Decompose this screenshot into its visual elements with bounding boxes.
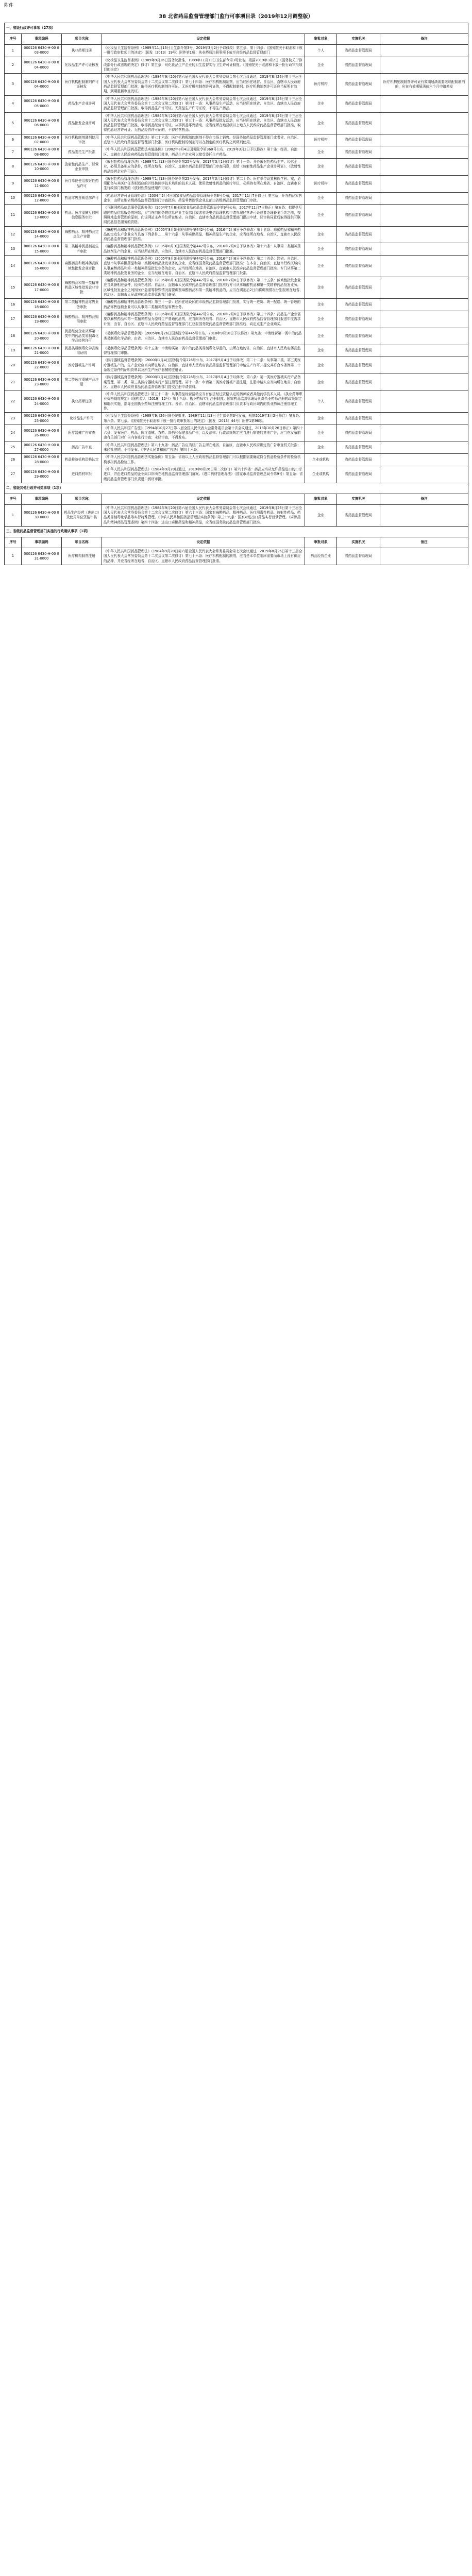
cell-object: 个人	[305, 391, 337, 413]
section-header	[5, 527, 468, 537]
cell-basis: 《麻醉药品和精神药品管理条例》（2005年8月3日国务院令第442号公布，2016年2月6日予以修改）第十五条：麻醉药品和精神药品的定点生产企业应当具备下列条件……第十六条：从事麻醉药品、精神药品生产的企业，应当经所在地省、自治区、直辖市人民政府药品监督管理部门批准。	[102, 226, 305, 243]
cell-note	[380, 413, 468, 425]
cell-note	[380, 425, 468, 442]
table-row	[5, 74, 468, 95]
cell-note	[380, 175, 468, 192]
cell-name: 药品委托生产批准	[62, 146, 102, 159]
column-header: 审批对象	[305, 494, 337, 504]
cell-org: 省药品监督管理局	[337, 357, 380, 374]
cell-note	[380, 391, 468, 413]
cell-name: 药品批发企业许可	[62, 112, 102, 134]
cell-note	[380, 45, 468, 57]
cell-name: 药品经营企业从事第一类中的药品类易制毒化学品经营许可	[62, 328, 102, 345]
cell-name: 执业药师注册	[62, 391, 102, 413]
cell-note	[380, 205, 468, 226]
table-row	[5, 466, 468, 483]
cell-code: 000126 6430-H-00 006-0000	[22, 112, 62, 134]
cell-no: 16	[5, 299, 22, 311]
cell-code: 000126 6430-H-00 029-0000	[22, 466, 62, 483]
document-title: 38 北省药品监督管理部门监行可事项目录（2019年12月调整版）	[159, 14, 313, 20]
table-row	[5, 158, 468, 175]
table-row	[5, 374, 468, 391]
column-header: 审批对象	[305, 34, 337, 45]
cell-basis: 《麻醉药品和精神药品管理条例》第三十一条：经所在地设区的市级药品监督管理部门批准，实行统一进货、统一配送、统一管理的药品零售连锁企业可以从事第二类精神药品零售业务。	[102, 299, 305, 311]
cell-no: 7	[5, 146, 22, 159]
cell-no: 23	[5, 413, 22, 425]
cell-object: 企业	[305, 328, 337, 345]
cell-name: 医疗机构配制制剂许可证核发	[62, 74, 102, 95]
cell-no: 1	[5, 548, 22, 565]
column-header: 备注	[380, 494, 468, 504]
cell-basis: 《中华人民共和国药品管理法》（1984年9月20日第六届全国人民代表大会常务委员会第七次会议通过，2019年8月26日第十三届全国人民代表大会常务委员会第十二次会议第二次修订）第六十三条：国家对麻醉药品、精神药品、医疗用毒性药品、放射性药品、药品类易制毒化学品等实行特殊管理。《中华人民共和国药品管理法实施条例》第三十九条：国家对进出口药品实行目录管理。《麻醉药品和精神药品管理条例》第四十四条：进出口麻醉药品和精神药品，应当经国务院药品监督管理部门批准。	[102, 504, 305, 526]
table-row	[5, 45, 468, 57]
cell-name: 第二类精神药品零售业务审批	[62, 299, 102, 311]
cell-code: 000126 6430-H-00 018-0000	[22, 299, 62, 311]
cell-code: 000126 6430-H-00 030-0000	[22, 504, 62, 526]
cell-no: 22	[5, 391, 22, 413]
cell-org: 省药品监督管理局	[337, 454, 380, 466]
table-row	[5, 277, 468, 299]
table-row	[5, 391, 468, 413]
cell-org: 省药品监督管理局	[337, 374, 380, 391]
cell-note	[380, 277, 468, 299]
cell-no: 24	[5, 425, 22, 442]
column-header: 设定依据	[102, 537, 305, 548]
cell-object: 企业	[305, 345, 337, 357]
cell-note	[380, 226, 468, 243]
cell-code: 000126 6430-H-00 021-0000	[22, 345, 62, 357]
section-label: 三、省级药品监督管理部门实施的行政确认事项（1项）	[5, 527, 468, 537]
cell-org: 省药品监督管理局	[337, 146, 380, 159]
column-header-row	[5, 494, 468, 504]
cell-object: 企业	[305, 255, 337, 277]
column-header: 事项编码	[22, 494, 62, 504]
column-header-row	[5, 537, 468, 548]
cell-basis: 《化妆品卫生监督条例》（1989年9月26日国务院批准、1989年11月13日卫生部令第3号发布，根据2019年3月2日修订）第五条、第六条、第七条。《国务院关于取消和下放一批行政审批项目的决定》（国发〔2013〕44号）附件1第96项。	[102, 413, 305, 425]
cell-org: 省药品监督管理局	[337, 226, 380, 243]
cell-name: 药品零售连锁总部许可	[62, 192, 102, 205]
cell-name: 药品、医疗器械互联网信息服务审批	[62, 205, 102, 226]
cell-name: 医疗单位使用放射性药品许可	[62, 175, 102, 192]
cell-no: 17	[5, 311, 22, 328]
cell-code: 000126 6430-H-00 004-0000	[22, 57, 62, 74]
cell-basis: 《化妆品卫生监督条例》（1989年11月13日卫生部令第3号，2019年3月2日予以修改）第五条、第十四条；《国务院关于取消和下放一批行政审批项目的决定》（国发〔2013〕19号）附件第1项：执业药师注册事项下放至省级药品监督管理部门	[102, 45, 305, 57]
cell-code: 000126 6430-H-00 008-0000	[22, 146, 62, 159]
cell-code: 000126 6430-H-00 014-0000	[22, 226, 62, 243]
cell-note	[380, 374, 468, 391]
cell-code: 000126 6430-H-00 020-0000	[22, 328, 62, 345]
cell-name: 麻醉药品、精神药品定点生产审批	[62, 226, 102, 243]
cell-object: 企业	[305, 192, 337, 205]
cell-org: 省药品监督管理局	[337, 442, 380, 454]
cell-basis: 《放射性药品管理办法》（1989年1月13日国务院令第25号发布，2017年3月1日修订）第十一条：开办放射性药品生产、经营企业，必须具备相应的条件，经所在地省、自治区、直辖市药品监督管理部门审查同意，发给《放射性药品生产企业许可证》、《放射性药品经营企业许可证》。	[102, 158, 305, 175]
cell-code: 000126 6430-H-00 011-0000	[22, 175, 62, 192]
cell-code: 000126 6430-H-00 003-0000	[22, 45, 62, 57]
table-row	[5, 413, 468, 425]
column-header: 实施机关	[337, 34, 380, 45]
cell-code: 000126 6430-H-00 007-0000	[22, 134, 62, 146]
cell-no: 2	[5, 57, 22, 74]
table-row	[5, 205, 468, 226]
cell-org: 省药品监督管理局	[337, 328, 380, 345]
attachment-label: 附件	[4, 3, 14, 8]
cell-basis: 《医疗器械监督管理条例》（2000年1月4日国务院令第276号公布，2017年5月4日予以修改）第八条：第一类医疗器械实行产品备案管理，第二类、第三类医疗器械实行产品注册管理。第十一条：申请第二类医疗器械产品注册，注册申请人应当向所在地省、自治区、直辖市人民政府食品药品监督管理部门提交注册申请资料。	[102, 374, 305, 391]
cell-no: 4	[5, 95, 22, 112]
table-row	[5, 454, 468, 466]
section-header	[5, 23, 468, 34]
cell-code: 000126 6430-H-00 016-0000	[22, 255, 62, 277]
cell-name: 放射性药品生产、经营企业审批	[62, 158, 102, 175]
cell-code: 000126 6430-H-00 026-0000	[22, 425, 62, 442]
table-body	[5, 23, 468, 565]
cell-basis: 《中华人民共和国药品管理法》第八十九条：药品广告应当经广告主所在地省、自治区、直辖市人民政府确定的广告审查机关批准；未经批准的，不得发布。《中华人民共和国广告法》第四十六条。	[102, 442, 305, 454]
cell-name: 药品检验机构资格认定	[62, 454, 102, 466]
column-header: 项目名称	[62, 494, 102, 504]
table-row	[5, 299, 468, 311]
cell-basis: 《中华人民共和国药品管理法》（1984年9月20日第六届全国人民代表大会常务委员会第七次会议通过，2019年8月26日第十三届全国人民代表大会常务委员会第十二次会议第二次修订）第七十四条：医疗机构配制制剂，应当经所在地省、自治区、直辖市人民政府药品监督管理部门批准，取得医疗机构制剂许可证。无医疗机构制剂许可证的，不得配制制剂。医疗机构制剂许可证应当标明有效期，到期重新审查发证。	[102, 74, 305, 95]
cell-code: 000126 6430-H-00 027-0000	[22, 442, 62, 454]
cell-object: 企业或机构	[305, 454, 337, 466]
table-row	[5, 175, 468, 192]
catalog-table	[4, 23, 468, 565]
cell-object: 医疗机构	[305, 74, 337, 95]
column-header: 序号	[5, 494, 22, 504]
cell-name: 化妆品生产许可	[62, 413, 102, 425]
cell-note	[380, 243, 468, 256]
cell-org: 省药品监督管理局	[337, 413, 380, 425]
table-row	[5, 548, 468, 565]
cell-no: 1	[5, 45, 22, 57]
table-row	[5, 425, 468, 442]
cell-note	[380, 466, 468, 483]
cell-basis: 《放射性药品管理办法》（1989年1月13日国务院令第25号发布，2017年3月1日修订）第二十条：医疗单位设置核医学科、室，必须配备与其医疗任务相适应的并经核医学技术培训的技术人员。使用放射性药品的医疗单位，必须持有所在地省、自治区、直辖市卫生行政部门核发的《放射性药品使用许可证》。	[102, 175, 305, 192]
cell-no: 19	[5, 345, 22, 357]
column-header-row	[5, 34, 468, 45]
table-row	[5, 243, 468, 256]
cell-code: 000126 6430-H-00 023-0000	[22, 374, 62, 391]
cell-object: 企业	[305, 425, 337, 442]
cell-code: 000126 6430-H-00 024-0000	[22, 391, 62, 413]
cell-note	[380, 328, 468, 345]
table-row	[5, 311, 468, 328]
cell-basis: 《中华人民共和国药品管理法》（1984年9月20日第六届全国人民代表大会常务委员会第七次会议通过，2019年8月26日第十三届全国人民代表大会常务委员会第十二次会议第二次修订）第七十六条：医疗机构配制的制剂，应当是本单位临床需要而市场上没有供应的品种，并应当经所在地省、自治区、直辖市人民政府药品监督管理部门批准。	[102, 548, 305, 565]
cell-code: 000126 6430-H-00 004-0000	[22, 74, 62, 95]
cell-note	[380, 548, 468, 565]
table-row	[5, 345, 468, 357]
cell-object: 企业	[305, 112, 337, 134]
cell-org: 省药品监督管理局	[337, 95, 380, 112]
cell-org: 省药品监督管理局	[337, 158, 380, 175]
section-label: 二、省级其他行政许可类事项（1项）	[5, 483, 468, 494]
cell-object: 企业	[305, 243, 337, 256]
cell-object: 企业	[305, 277, 337, 299]
cell-org: 省药品监督管理局	[337, 504, 380, 526]
cell-name: 医疗机构制剂调剂使用审批	[62, 134, 102, 146]
cell-code: 000126 6430-H-00 010-0000	[22, 158, 62, 175]
cell-org: 省药品监督管理局	[337, 205, 380, 226]
table-row	[5, 57, 468, 74]
cell-object: 个人	[305, 45, 337, 57]
cell-object: 企业	[305, 442, 337, 454]
cell-org: 省药品监督管理局	[337, 112, 380, 134]
cell-name: 执业药师注册	[62, 45, 102, 57]
cell-object: 企业或机构	[305, 466, 337, 483]
cell-no: 13	[5, 243, 22, 256]
cell-code: 000126 6430-H-00 031-0000	[22, 548, 62, 565]
column-header: 设定依据	[102, 34, 305, 45]
column-header: 实施机关	[337, 537, 380, 548]
table-row	[5, 112, 468, 134]
column-header: 审批对象	[305, 537, 337, 548]
cell-note	[380, 255, 468, 277]
cell-org: 省药品监督管理局	[337, 192, 380, 205]
cell-basis: 《中华人民共和国药品管理法》第七十六条：医疗机构配制的制剂不得在市场上销售。经国务院药品监督管理部门或者省、自治区、直辖市人民政府药品监督管理部门批准，医疗机构配制的制剂可以在指定的医疗机构之间调剂使用。	[102, 134, 305, 146]
cell-note	[380, 345, 468, 357]
cell-note	[380, 57, 468, 74]
cell-code: 000126 6430-H-00 013-0000	[22, 205, 62, 226]
cell-object: 企业	[305, 413, 337, 425]
cell-note	[380, 95, 468, 112]
cell-object: 企业	[305, 95, 337, 112]
table-row	[5, 255, 468, 277]
cell-name: 进口药材审批	[62, 466, 102, 483]
cell-note	[380, 192, 468, 205]
cell-no: 15	[5, 277, 22, 299]
cell-note: 医疗机构配制制剂许可证有效期届满需要继续配制制剂的，应在有效期届满前六个月申请换发	[380, 74, 468, 95]
cell-name: 医疗器械生产许可	[62, 357, 102, 374]
table-row	[5, 442, 468, 454]
table-row	[5, 328, 468, 345]
cell-note	[380, 146, 468, 159]
cell-no: 25	[5, 442, 22, 454]
cell-org: 省药品监督管理局	[337, 391, 380, 413]
column-header: 实施机关	[337, 494, 380, 504]
cell-no: 6	[5, 134, 22, 146]
cell-no: 21	[5, 374, 22, 391]
cell-no: 14	[5, 255, 22, 277]
cell-object: 企业	[305, 504, 337, 526]
cell-note	[380, 454, 468, 466]
column-header: 备注	[380, 34, 468, 45]
column-header: 设定依据	[102, 494, 305, 504]
cell-basis: 《中华人民共和国药品管理法实施条例》（2002年8月4日国务院令第360号公布，2019年3月2日予以修改）第十条：经省、自治区、直辖市人民政府药品监督管理部门批准，药品生产企业可以接受委托生产药品。	[102, 146, 305, 159]
column-header: 备注	[380, 537, 468, 548]
cell-basis: 《医疗器械监督管理条例》（2000年1月4日国务院令第276号公布，2017年5月4日予以修改）第二十二条：从事第二类、第三类医疗器械生产的，生产企业应当向所在地省、自治区、直辖市人民政府食品药品监督管理部门申请生产许可并提交其符合本条例第二十条规定条件的证明资料以及所生产医疗器械的注册证。	[102, 357, 305, 374]
cell-no: 27	[5, 466, 22, 483]
cell-code: 000126 6430-H-00 028-0000	[22, 454, 62, 466]
cell-name: 麻醉药品、精神药品购用审批	[62, 311, 102, 328]
table-row	[5, 95, 468, 112]
cell-code: 000126 6430-H-00 025-0000	[22, 413, 62, 425]
cell-object: 企业	[305, 205, 337, 226]
cell-no: 26	[5, 454, 22, 466]
cell-org: 省药品监督管理局	[337, 311, 380, 328]
cell-basis: 《麻醉药品和精神药品管理条例》（2005年8月3日国务院令第442号公布，2016年2月6日予以修改）第二十五条：区域性批发企业应当具备相应条件，经所在地省、自治区、直辖市人民政府药品监督管理部门批准后方可从事麻醉药品和第一类精神药品批发业务。区域性批发企业之间因医疗急需等特殊情况需要调剂麻醉药品和第一类精神药品的，应当在调剂后2日内将调剂情况分别报所在地省、自治区、直辖市人民政府药品监督管理部门备案。	[102, 277, 305, 299]
cell-note	[380, 442, 468, 454]
cell-no: 12	[5, 226, 22, 243]
cell-code: 000126 6430-H-00 017-0000	[22, 277, 62, 299]
cell-note	[380, 112, 468, 134]
cell-basis: 《中华人民共和国广告法》（1994年10月27日第八届全国人民代表大会常务委员会第十次会议通过，2018年10月26日修正）第四十六条：发布医疗、药品、医疗器械、农药、兽药和保健食品广告，以及法律、行政法规规定应当进行审查的其他广告，应当在发布前由有关部门对广告内容进行审查；未经审查，不得发布。	[102, 425, 305, 442]
cell-code: 000126 6430-H-00 012-0000	[22, 192, 62, 205]
cell-object: 医疗机构	[305, 134, 337, 146]
cell-no: 20	[5, 357, 22, 374]
cell-org: 省药品监督管理局	[337, 345, 380, 357]
cell-object: 企业	[305, 146, 337, 159]
cell-org: 省药品监督管理局	[337, 548, 380, 565]
cell-name: 药品生产企业许可	[62, 95, 102, 112]
cell-org: 省药品监督管理局	[337, 466, 380, 483]
cell-name: 医疗器械广告审查	[62, 425, 102, 442]
cell-object: 企业	[305, 357, 337, 374]
cell-code: 000126 6430-H-00 005-0000	[22, 95, 62, 112]
cell-basis: 《中华人民共和国药品管理法》（1984年9月20日第六届全国人民代表大会常务委员会第七次会议通过，2019年8月26日第十三届全国人民代表大会常务委员会第十二次会议第二次修订）第四十一条：从事药品生产活动，应当经所在地省、自治区、直辖市人民政府药品监督管理部门批准，取得药品生产许可证。无药品生产许可证的，不得生产药品。	[102, 95, 305, 112]
cell-note	[380, 504, 468, 526]
cell-org: 省药品监督管理局	[337, 45, 380, 57]
column-header: 项目名称	[62, 537, 102, 548]
table-row	[5, 357, 468, 374]
cell-basis: 《易制毒化学品管理条例》第十五条：申请购买第一类中的药品类易制毒化学品的，由所在地的省、自治区、直辖市人民政府药品监督管理部门审批。	[102, 345, 305, 357]
cell-org: 省药品监督管理局	[337, 277, 380, 299]
cell-code: 000126 6430-H-00 022-0000	[22, 357, 62, 374]
cell-note	[380, 134, 468, 146]
cell-org: 省药品监督管理局	[337, 243, 380, 256]
cell-no: 9	[5, 175, 22, 192]
cell-org: 省药品监督管理局	[337, 299, 380, 311]
cell-org: 省药品监督管理局	[337, 425, 380, 442]
cell-object: 企业	[305, 158, 337, 175]
cell-name: 第二类医疗器械产品注册	[62, 374, 102, 391]
section-header	[5, 483, 468, 494]
cell-basis: 《中华人民共和国药品管理法实施条例》第五条：省级以上人民政府药品监督管理部门可以根据需要确定符合药品检验条件的检验机构承担药品检验工作。	[102, 454, 305, 466]
cell-no: 11	[5, 205, 22, 226]
cell-name: 药品类易制毒化学品购用证明	[62, 345, 102, 357]
cell-no: 8	[5, 158, 22, 175]
cell-object: 药品经营企业	[305, 548, 337, 565]
column-header: 事项编码	[22, 34, 62, 45]
cell-object: 医疗机构	[305, 175, 337, 192]
cell-basis: 《麻醉药品和精神药品管理条例》（2005年8月3日国务院令第442号公布，2016年2月6日予以修改）第二十四条：跨省、自治区、直辖市从事麻醉药品和第一类精神药品批发业务的企业，应当经国务院药品监督管理部门批准；在本省、自治区、直辖市行政区域内从事麻醉药品和第一类精神药品批发业务的企业，应当经所在地省、自治区、直辖市人民政府药品监督管理部门批准。专门从事第二类精神药品批发业务的企业，应当经所在地省、自治区、直辖市人民政府药品监督管理部门批准。	[102, 255, 305, 277]
cell-no: 10	[5, 192, 22, 205]
table-row	[5, 226, 468, 243]
cell-note	[380, 299, 468, 311]
cell-object: 企业	[305, 226, 337, 243]
cell-no: 3	[5, 74, 22, 95]
cell-basis: 《麻醉药品和精神药品管理条例》（2005年8月3日国务院令第442号公布，2016年2月6日予以修改）第三十四条：药品生产企业需要以麻醉药品和第一类精神药品为原料生产普通药品的，应当向所在地省、自治区、直辖市人民政府药品监督管理部门报送年度需求计划，由省、自治区、直辖市人民政府药品监督管理部门汇总报国务院药品监督管理部门批准后，向定点生产企业购买。	[102, 311, 305, 328]
cell-basis: 《药品经营许可证管理办法》（2004年2月4日国家食品药品监督管理局令第6号公布，2017年11月7日修正）第三条：开办药品零售企业，由所在地省级药品监督管理部门审查批准。药品零售连锁企业总部由省级药品监督管理部门审批。	[102, 192, 305, 205]
cell-note	[380, 158, 468, 175]
cell-code: 000126 6430-H-00 019-0000	[22, 311, 62, 328]
cell-note	[380, 357, 468, 374]
table-row	[5, 192, 468, 205]
cell-org: 省药品监督管理局	[337, 175, 380, 192]
cell-name: 医疗机构制剂注册	[62, 548, 102, 565]
column-header: 序号	[5, 537, 22, 548]
cell-no: 5	[5, 112, 22, 134]
cell-basis: 《麻醉药品和精神药品管理条例》（2005年8月3日国务院令第442号公布，2016年2月6日予以修改）第十六条：从事第二类精神药品制剂生产的企业，应当经所在地省、自治区、直辖市人民政府药品监督管理部门批准。	[102, 243, 305, 256]
cell-basis: 《化妆品卫生监督条例》（1989年9月26日国务院批准、1989年11月13日卫生部令第3号发布，根据2019年3月2日《国务院关于修改部分行政法规的决定》修订）第五条：对化妆品生产企业的卫生监督实行卫生许可证制度。《国务院关于取消和下放一批行政审批项目的决定》	[102, 57, 305, 74]
cell-name: 药品生产经营（进出口）及使用单位资格审核	[62, 504, 102, 526]
column-header: 序号	[5, 34, 22, 45]
table-row	[5, 146, 468, 159]
cell-object: 企业	[305, 299, 337, 311]
cell-org: 省药品监督管理局	[337, 134, 380, 146]
cell-basis: 《中华人民共和国药品管理法》（1984年9月20日第六届全国人民代表大会常务委员会第七次会议通过，2019年8月26日第十三届全国人民代表大会常务委员会第十二次会议第二次修订）第五十一条：从事药品批发活动，应当经所在地省、自治区、直辖市人民政府药品监督管理部门批准，取得药品经营许可证。从事药品零售活动，应当经所在地县级以上地方人民政府药品监督管理部门批准，取得药品经营许可证。无药品经营许可证的，不得经营药品。	[102, 112, 305, 134]
cell-note	[380, 311, 468, 328]
cell-org: 省药品监督管理局	[337, 74, 380, 95]
cell-object: 企业	[305, 311, 337, 328]
column-header: 项目名称	[62, 34, 102, 45]
cell-no: 1	[5, 504, 22, 526]
section-label: 一、省级行政许可事项（27项）	[5, 23, 468, 34]
cell-name: 麻醉药品和精神药品区域性批发企业审批	[62, 255, 102, 277]
table-row	[5, 504, 468, 526]
cell-no: 18	[5, 328, 22, 345]
cell-name: 化妆品生产许可证核发	[62, 57, 102, 74]
table-row	[5, 134, 468, 146]
cell-basis: 《易制毒化学品管理条例》（2005年8月26日国务院令第445号公布，2018年9月18日予以修改）第九条：申请经营第一类中的药品类易制毒化学品的，由省、自治区、直辖市人民政府药品监督管理部门审批。	[102, 328, 305, 345]
cell-name: 麻醉药品和第一类精神药品区域性批发企业审批	[62, 277, 102, 299]
cell-name: 药品广告审查	[62, 442, 102, 454]
cell-object: 企业	[305, 57, 337, 74]
cell-object: 企业	[305, 374, 337, 391]
cell-basis: 《中华人民共和国药品管理法》第五十二条：从事药品经营活动应当有依法经过资格认定的药师或者其他药学技术人员。《执业药师职业资格制度规定》（国药监人〔2019〕12号）第十八条：执业药师实行注册制度。国家药品监督管理局负责执业药师注册的政策制定和组织实施，指导全国执业药师注册管理工作。各省、自治区、直辖市药品监督管理部门负责本行政区域内的执业药师注册管理工作。	[102, 391, 305, 413]
cell-org: 省药品监督管理局	[337, 255, 380, 277]
cell-basis: 《中华人民共和国药品管理法》（1984年9月20日通过，2019年8月26日第二次修订）第六十四条：药品应当从允许药品进口的口岸进口，并由进口药品的企业向口岸所在地药品监督管理部门备案。《进口药材管理办法》（国家市场监督管理总局令第9号）第五条：省级药品监督管理部门负责进口药材审批。	[102, 466, 305, 483]
column-header: 事项编码	[22, 537, 62, 548]
cell-code: 000126 6430-H-00 015-0000	[22, 243, 62, 256]
cell-basis: 《互联网药品信息服务管理办法》（2004年7月8日国家食品药品监督管理局令第9号公布，2017年11月7日修正）第五条：拟提供互联网药品信息服务的网站，应当在向国务院信息产业主管部门或者省级电信管理机构申请办理经营许可证或者办理备案手续之前，按照属地监督管理的原则，向该网站主办单位所在地省、自治区、直辖市食品药品监督管理部门提出申请，经审核同意后取得提供互联网药品信息服务的资格。	[102, 205, 305, 226]
cell-name: 第二类精神药品制剂生产审批	[62, 243, 102, 256]
cell-org: 省药品监督管理局	[337, 57, 380, 74]
